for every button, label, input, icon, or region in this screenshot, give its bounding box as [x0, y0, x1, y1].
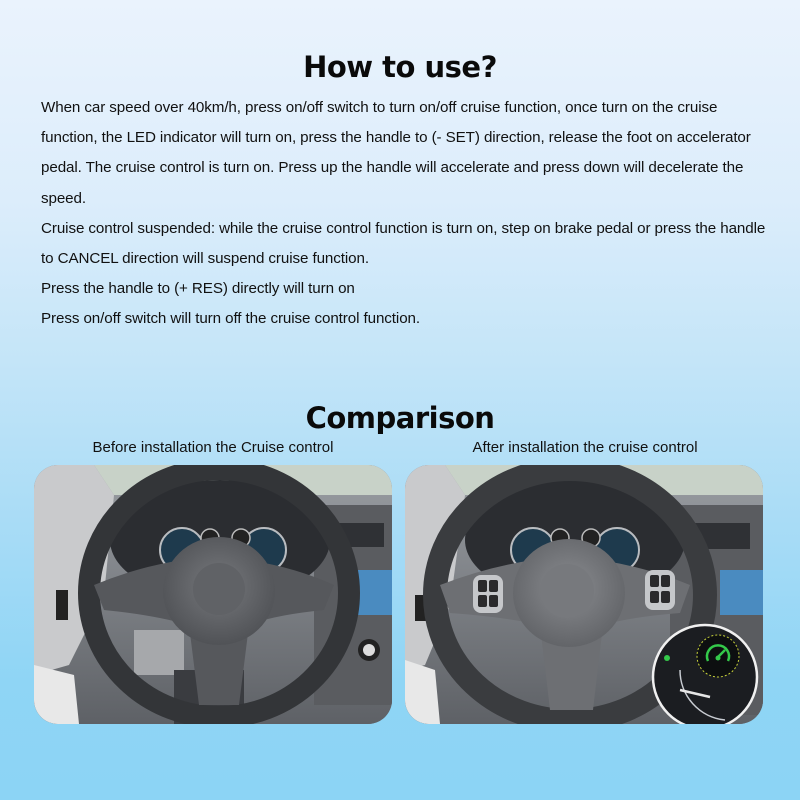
before-installation-photo — [34, 465, 392, 724]
steering-wheel-with-controls-image — [405, 465, 763, 724]
cruise-indicator-inset — [653, 625, 757, 724]
instruction-paragraph: When car speed over 40km/h, press on/off switch to turn on/off cruise function, once turn on the cruise function, the LED indicator will turn on, press the handle to (- SET) direction, release the foot on accelerator pedal. The cruise control is turn on. Press up the handle will accelerate and press down will decelerate the speed. — [41, 99, 751, 207]
instruction-paragraph: Press the handle to (+ RES) directly will turn on — [41, 280, 355, 298]
comparison-title: Comparison — [305, 401, 495, 435]
after-caption: After installation the cruise control — [472, 439, 698, 456]
instructions-text — [41, 93, 771, 335]
instruction-paragraph: Press on/off switch will turn off the cruise control function. — [41, 310, 421, 328]
how-to-use-title: How to use? — [303, 50, 497, 84]
steering-wheel-image — [34, 465, 392, 724]
instruction-paragraph: Cruise control suspended: while the cruise control function is turn on, step on brake pedal or press the handle to CANCEL direction will suspend cruise function. — [41, 219, 766, 268]
after-installation-photo — [405, 465, 763, 724]
before-caption: Before installation the Cruise control — [92, 439, 334, 456]
